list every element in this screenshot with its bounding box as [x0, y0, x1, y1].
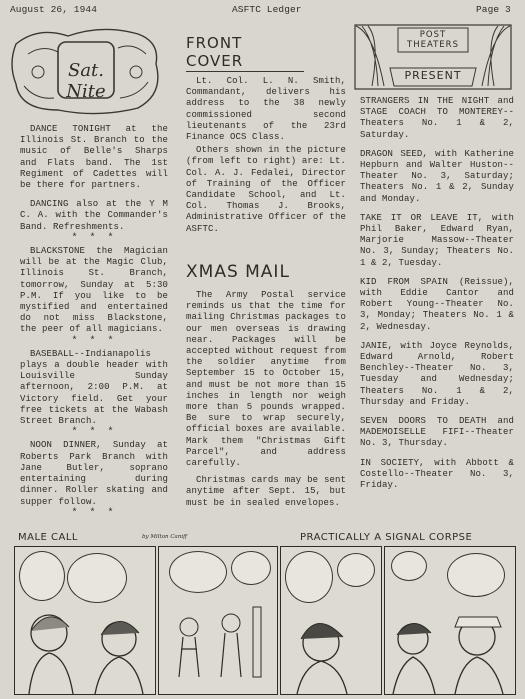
- theater-item: IN SOCIETY, with Abbott & Costello--Theater No. 3, Friday.: [360, 457, 514, 491]
- separator: * * *: [71, 335, 117, 347]
- theater-item: KID FROM SPAIN (Reissue), with Eddie Cantor and Robert Young--Theater No. 3, Monday; Theaters No. 1 & 2, Wednesday.: [360, 276, 514, 332]
- cartoon-panel-3: [280, 546, 382, 695]
- event-item: DANCING also at the Y M C. A. with the Commander's Band. Refreshments.: [20, 199, 168, 232]
- theaters-art-line1: POST: [419, 30, 447, 40]
- panel-3-drawing: [281, 547, 381, 694]
- panel-1-drawing: [15, 547, 155, 694]
- cartoon-titles: [10, 532, 516, 546]
- xmas-mail-text: Christmas cards may be sent anytime after Sept. 15, but must be in sealed envelopes.: [186, 475, 346, 508]
- theater-item: TAKE IT OR LEAVE IT, with Phil Baker, Edward Ryan, Marjorie Massow--Theater No. 3, Sunday; Theaters No. 1 & 2, Tuesday.: [360, 212, 514, 268]
- event-item: BASEBALL--Indianapolis plays a double header with Louisville Sunday afternoon, 2:00 P.M. at Victory field. Get your free tickets at the Wabash Street Branch.: [20, 348, 168, 427]
- separator: * * *: [71, 232, 117, 244]
- event-item: BLACKSTONE the Magician will be at the Magic Club, Illinois St. Branch, tomorrow, Sunday at 5:30 P.M. If you like to be mystified and entertained do not miss Blackstone, the peer of all magicians.: [20, 246, 168, 335]
- xmas-mail-text: The Army Postal service reminds us that the time for mailing Christmas packages to our men overseas is drawing near. Packages will be accepted without request from the soldier anytime from September 15 to October 15, and must be not more than 15 inches in length nor weigh more than 5 pounds wrapped. Be sure to wrap securely, official boxes are available. Mark them "Christmas Gift Parcel", and address carefully.: [186, 290, 346, 469]
- panel-2-drawing: [159, 547, 277, 694]
- xmas-mail-title: XMAS MAIL: [186, 262, 290, 282]
- front-cover-text: Others shown in the picture (from left to right) are: Lt. Col. A. J. Fedalei, Director of Training of the Officer Candidate School, and Lt. Col. Thomas J. Brooks, Administrative Officer of the ASFTC.: [186, 145, 346, 234]
- theaters-art-line3: PRESENT: [404, 69, 462, 82]
- post-theaters-illustration: [354, 24, 512, 90]
- cartoon-byline: by Milton Caniff: [142, 534, 188, 540]
- theaters-art-line2: THEATERS: [407, 40, 459, 50]
- theater-item: STRANGERS IN THE NIGHT and STAGE COACH TO MONTEREY--Theaters No. 1 & 2, Saturday.: [360, 96, 514, 140]
- theater-listings: [360, 96, 514, 499]
- cartoon-title-left: MALE CALL: [18, 532, 79, 543]
- theater-item: SEVEN DOORS TO DEATH and MADEMOISELLE FIFI--Theater No. 3, Thursday.: [360, 416, 514, 449]
- header-page-number: Page 3: [476, 4, 511, 15]
- front-cover-section: [186, 34, 346, 243]
- sat-nite-label: Sat. Nite: [66, 60, 106, 102]
- theater-item: DRAGON SEED, with Katherine Hepburn and Walter Huston--Theater No. 3, Saturday; Theaters No. 1 & 2, Sunday and Monday.: [360, 148, 514, 204]
- theater-item: JANIE, with Joyce Reynolds, Edward Arnold, Robert Benchley--Theater No. 3, Tuesday and Wednesday; Theaters No. 1 & 2, Thursday and Friday.: [360, 340, 514, 407]
- event-item: DANCE TONIGHT at the Illinois St. Branch to the music of Belle's Sharps and Flats band. The 1st Regiment of Cadettes will be there for partners.: [20, 124, 168, 191]
- header-date: August 26, 1944: [10, 4, 98, 15]
- left-column-events: [20, 124, 168, 521]
- front-cover-title: FRONT COVER: [186, 34, 304, 72]
- cartoon-panel-2: [158, 546, 278, 695]
- cartoon-title-right: PRACTICALLY A SIGNAL CORPSE: [300, 532, 473, 543]
- cartoon-panel-4: [384, 546, 516, 695]
- separator: * * *: [71, 427, 117, 439]
- cartoon-panel-1: [14, 546, 156, 695]
- separator: * * *: [71, 507, 117, 519]
- sat-nite-illustration: [8, 24, 165, 116]
- xmas-mail-section: [186, 262, 346, 517]
- page-header: [0, 4, 525, 18]
- front-cover-text: Lt. Col. L. N. Smith, Commandant, delivers his address to the 38 newly commissioned second lieutenants of the 23rd Finance OCS Class.: [186, 76, 346, 143]
- event-item: NOON DINNER, Sunday at Roberts Park Branch with Jane Butler, soprano entertaining during dinner. Roller skating and supper follow.: [20, 440, 168, 507]
- header-publication: ASFTC Ledger: [232, 4, 302, 15]
- panel-4-drawing: [385, 547, 515, 694]
